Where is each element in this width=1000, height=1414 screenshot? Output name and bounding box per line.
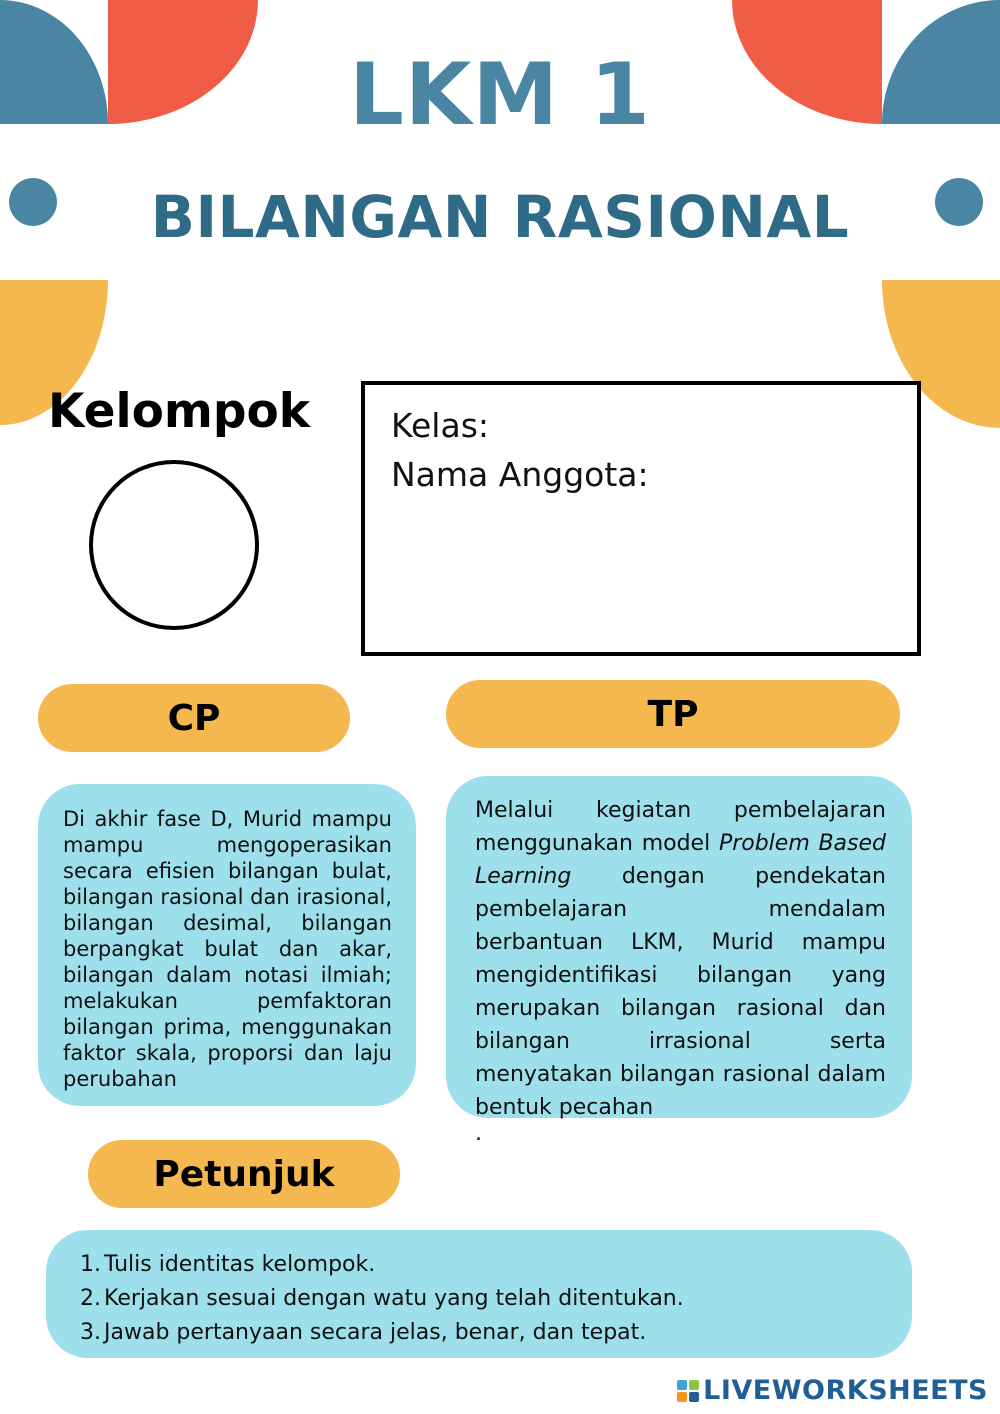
class-label: Kelas: xyxy=(391,406,490,445)
group-number-field[interactable] xyxy=(89,460,259,630)
instruction-text: Jawab pertanyaan secara jelas, benar, dan tepat. xyxy=(104,1320,647,1345)
instruction-item xyxy=(80,1248,912,1282)
instruction-number: 1. xyxy=(80,1252,101,1277)
tp-text-italic: Problem Based Learning xyxy=(475,831,887,889)
tp-text-after: dengan pendekatan pembelajaran mendalam berbantuan LKM, Murid mampu mengidentifikasi bilangan yang merupakan bilangan rasional dan bilangan irrasional serta menyatakan bilangan rasional dalam bentuk pecahan xyxy=(475,864,886,1120)
instruction-number: 2. xyxy=(80,1286,101,1311)
instructions-panel xyxy=(46,1230,912,1358)
instruction-item xyxy=(80,1316,912,1350)
page-subtitle: BILANGAN RASIONAL xyxy=(150,183,850,251)
tp-heading xyxy=(446,680,900,748)
liveworksheets-watermark[interactable] xyxy=(677,1375,988,1406)
instructions-heading-label: Petunjuk xyxy=(153,1153,335,1195)
instruction-text: Tulis identitas kelompok. xyxy=(104,1252,376,1277)
tp-text-before: Melalui kegiatan pembelajaran menggunakan model xyxy=(475,798,886,856)
members-label: Nama Anggota: xyxy=(391,455,649,494)
group-label: Kelompok xyxy=(48,384,311,439)
identity-box[interactable] xyxy=(361,381,921,656)
cp-heading xyxy=(38,684,350,752)
liveworksheets-logo-icon xyxy=(677,1380,699,1402)
cp-panel xyxy=(38,784,416,1106)
tp-trailing-dot: . xyxy=(475,1121,482,1146)
instructions-heading xyxy=(88,1140,400,1208)
instruction-number: 3. xyxy=(80,1320,101,1345)
page-title: LKM 1 xyxy=(349,45,651,145)
tp-text xyxy=(475,794,886,1124)
tp-panel xyxy=(446,776,912,1146)
cp-heading-label: CP xyxy=(167,697,221,739)
instructions-list xyxy=(80,1248,912,1350)
watermark-text: LIVEWORKSHEETS xyxy=(703,1375,988,1406)
instruction-item xyxy=(80,1282,912,1316)
tp-heading-label: TP xyxy=(647,693,699,735)
cp-text: Di akhir fase D, Murid mampu mampu mengoperasikan secara efisien bilangan bulat, bilangan rasional dan irasional, bilangan desimal, bilangan berpangkat bulat dan akar, bilangan dalam notasi ilmiah; melakukan pemfaktoran bilangan prima, menggunakan faktor skala, proporsi dan laju perubahan xyxy=(63,807,393,1091)
instruction-text: Kerjakan sesuai dengan watu yang telah ditentukan. xyxy=(104,1286,684,1311)
